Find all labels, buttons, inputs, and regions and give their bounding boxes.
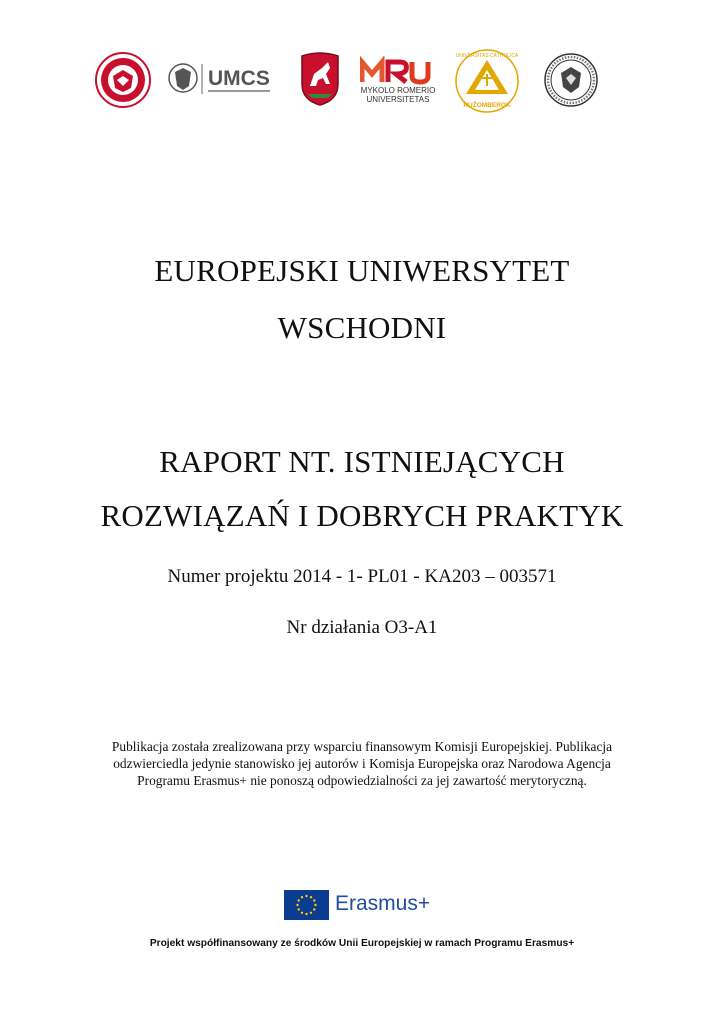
catholic-university-logo [454,48,520,114]
catholica-city: RUŽOMBEROK [463,102,511,109]
umcs-logo [166,60,284,100]
eu-star-icon [305,895,307,897]
city-coat-of-arms-logo [298,50,342,106]
project-number: Numer projektu 2014 - 1- PL01 - KA203 – 003571 [167,566,557,587]
footer-note: Projekt współfinansowany ze środków Unii Europejskiej w ramach Programu Erasmus+ [149,938,575,949]
erasmus-logo [284,890,444,922]
disclaimer [80,738,644,789]
grey-university-seal-logo [544,53,598,107]
eu-flag-icon [284,890,329,920]
action-number: Nr działania O3-A1 [286,617,438,638]
disclaimer-line-3: Programu Erasmus+ nie ponoszą odpowiedzialności za jej zawartość merytoryczną. [137,773,587,788]
eu-star-icon [301,912,303,914]
catholica-text: UNIVERSITAS CATHOLICA [455,53,519,59]
eu-star-icon [298,908,300,910]
eu-star-icon [301,896,303,898]
eu-star-icon [298,899,300,901]
disclaimer-line-2: odzwierciedla jedynie stanowisko jej autorów i Komisja Europejska oraz Narodowa Agencja [113,756,611,771]
mru-line2: UNIVERSITETAS [366,95,430,104]
mru-logo [360,56,436,104]
mru-line1: MYKOLO ROMERIO [360,86,436,95]
disclaimer-line-1: Publikacja została zrealizowana przy wsparciu finansowym Komisji Europejskiej. Publikacja [111,739,613,754]
partner-logos [0,40,724,120]
title-line-2: WSCHODNI [277,310,447,345]
title-line-4: ROZWIĄZAŃ I DOBRYCH PRAKTYK [100,498,624,533]
title-line-3: RAPORT NT. ISTNIEJĄCYCH [159,444,565,479]
eu-star-icon [310,896,312,898]
university-seal-logo [95,52,151,108]
umcs-text: UMCS [208,67,270,90]
title-line-1: EUROPEJSKI UNIWERSYTET [154,253,570,288]
eu-star-icon [313,899,315,901]
erasmus-label: Erasmus+ [335,892,431,915]
eu-star-icon [310,912,312,914]
eu-star-icon [305,913,307,915]
eu-star-icon [296,904,298,906]
eu-star-icon [313,908,315,910]
eu-star-icon [314,904,316,906]
